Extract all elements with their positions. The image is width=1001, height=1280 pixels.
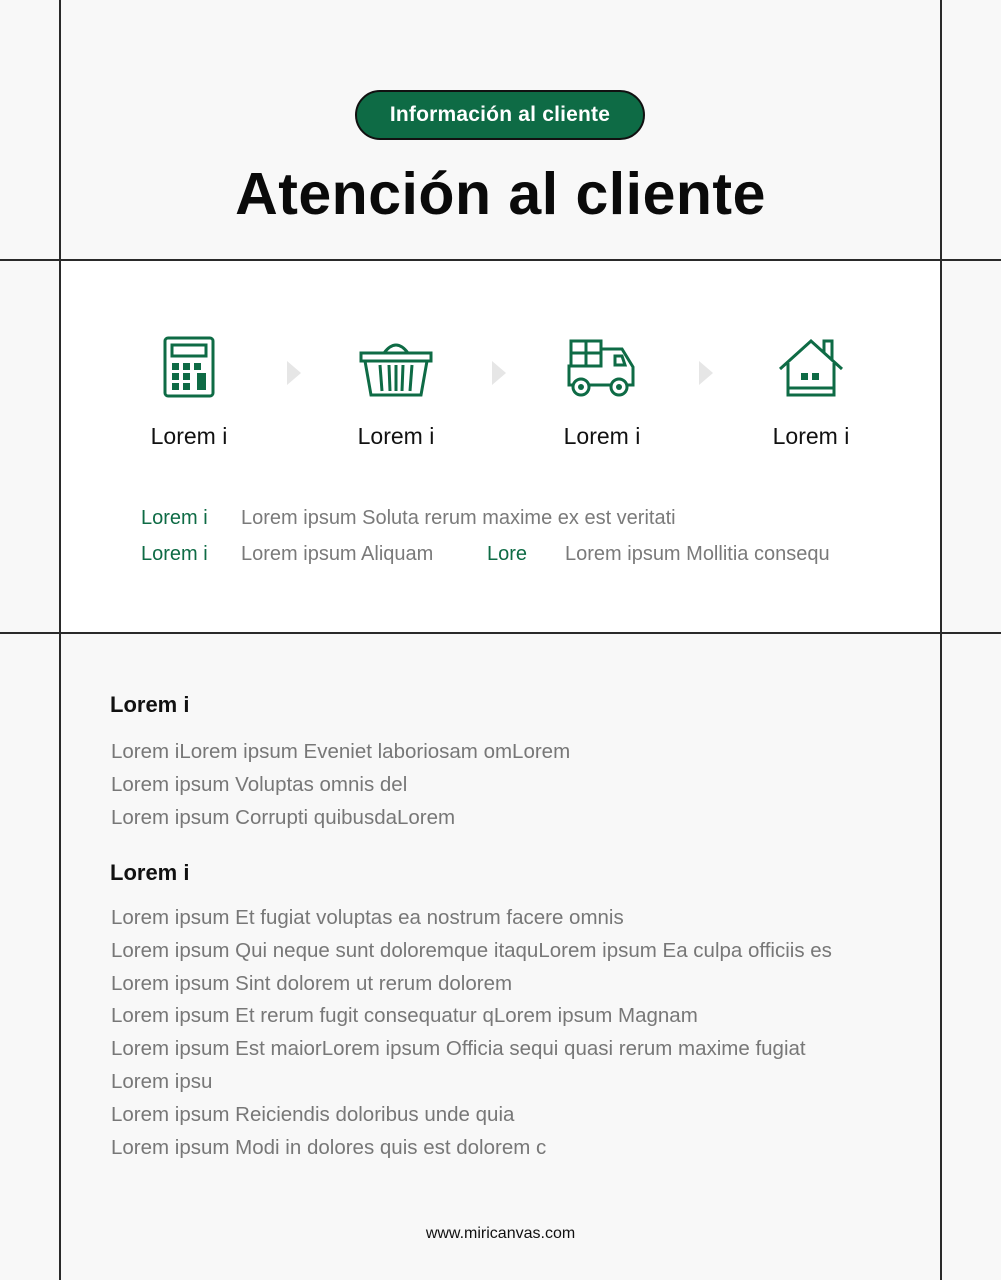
calculator-icon	[161, 335, 217, 399]
step-label: Lorem i	[772, 423, 850, 449]
arrow-right-icon	[490, 358, 508, 388]
text-line: Lorem ipsum Voluptas omnis del	[111, 772, 408, 796]
text-line: Lorem iLorem ipsum Eveniet laboriosam omLorem	[111, 740, 571, 763]
arrow-right-icon	[285, 358, 303, 388]
info-row-1-text	[241, 507, 676, 530]
step-label: Lorem i	[357, 423, 435, 449]
section-title: Lorem i	[110, 692, 190, 717]
info-row-2-text	[241, 543, 433, 566]
info-text: Lorem ipsum Aliquam	[241, 543, 434, 565]
step-1	[99, 335, 279, 450]
text-line: Lorem ipsu	[111, 1069, 213, 1093]
footer-url: www.miricanvas.com	[425, 1225, 576, 1242]
section-1-lines	[111, 736, 570, 834]
section-title: Lorem i	[110, 860, 190, 885]
info-label: Lorem i	[141, 507, 208, 529]
frame-line-top	[0, 259, 1001, 261]
delivery-truck-icon	[566, 335, 638, 399]
step-4	[721, 335, 901, 450]
step-3	[512, 335, 692, 450]
info-row-1	[141, 507, 208, 530]
info-row-2	[141, 543, 208, 566]
info-text: Lorem ipsum Mollitia consequ	[565, 543, 830, 565]
page-title: Atención al cliente	[235, 161, 766, 227]
section-2-lines	[111, 902, 832, 1164]
text-line: Lorem ipsum Et fugiat voluptas ea nostrum facere omnis	[111, 906, 624, 929]
info-label: Lorem i	[141, 543, 208, 565]
step-label: Lorem i	[563, 423, 641, 449]
text-line: Lorem ipsum Modi in dolores quis est dolorem c	[111, 1135, 547, 1159]
arrow-right-icon	[697, 358, 715, 388]
info-row-2-text2	[565, 543, 830, 566]
frame-line-bottom	[0, 632, 1001, 634]
step-2	[306, 335, 486, 450]
basket-icon	[358, 335, 434, 399]
step-label: Lorem i	[150, 423, 228, 449]
text-line: Lorem ipsum Qui neque sunt doloremque itaquLorem ipsum Ea culpa officiis es	[111, 938, 832, 962]
info-row-2-label2	[487, 543, 527, 566]
info-text: Lorem ipsum Soluta rerum maxime ex est veritati	[241, 507, 676, 529]
text-line: Lorem ipsum Sint dolorem ut rerum dolorem	[111, 971, 513, 995]
info-badge: Información al cliente	[355, 90, 645, 140]
text-line: Lorem ipsum Reiciendis doloribus unde quia	[111, 1102, 515, 1126]
house-icon	[776, 335, 846, 399]
text-line: Lorem ipsum Est maiorLorem ipsum Officia sequi quasi rerum maxime fugiat	[111, 1037, 806, 1061]
text-line: Lorem ipsum Corrupti quibusdaLorem	[111, 805, 456, 829]
text-line: Lorem ipsum Et rerum fugit consequatur qLorem ipsum Magnam	[111, 1004, 698, 1028]
info-label: Lore	[487, 543, 528, 565]
